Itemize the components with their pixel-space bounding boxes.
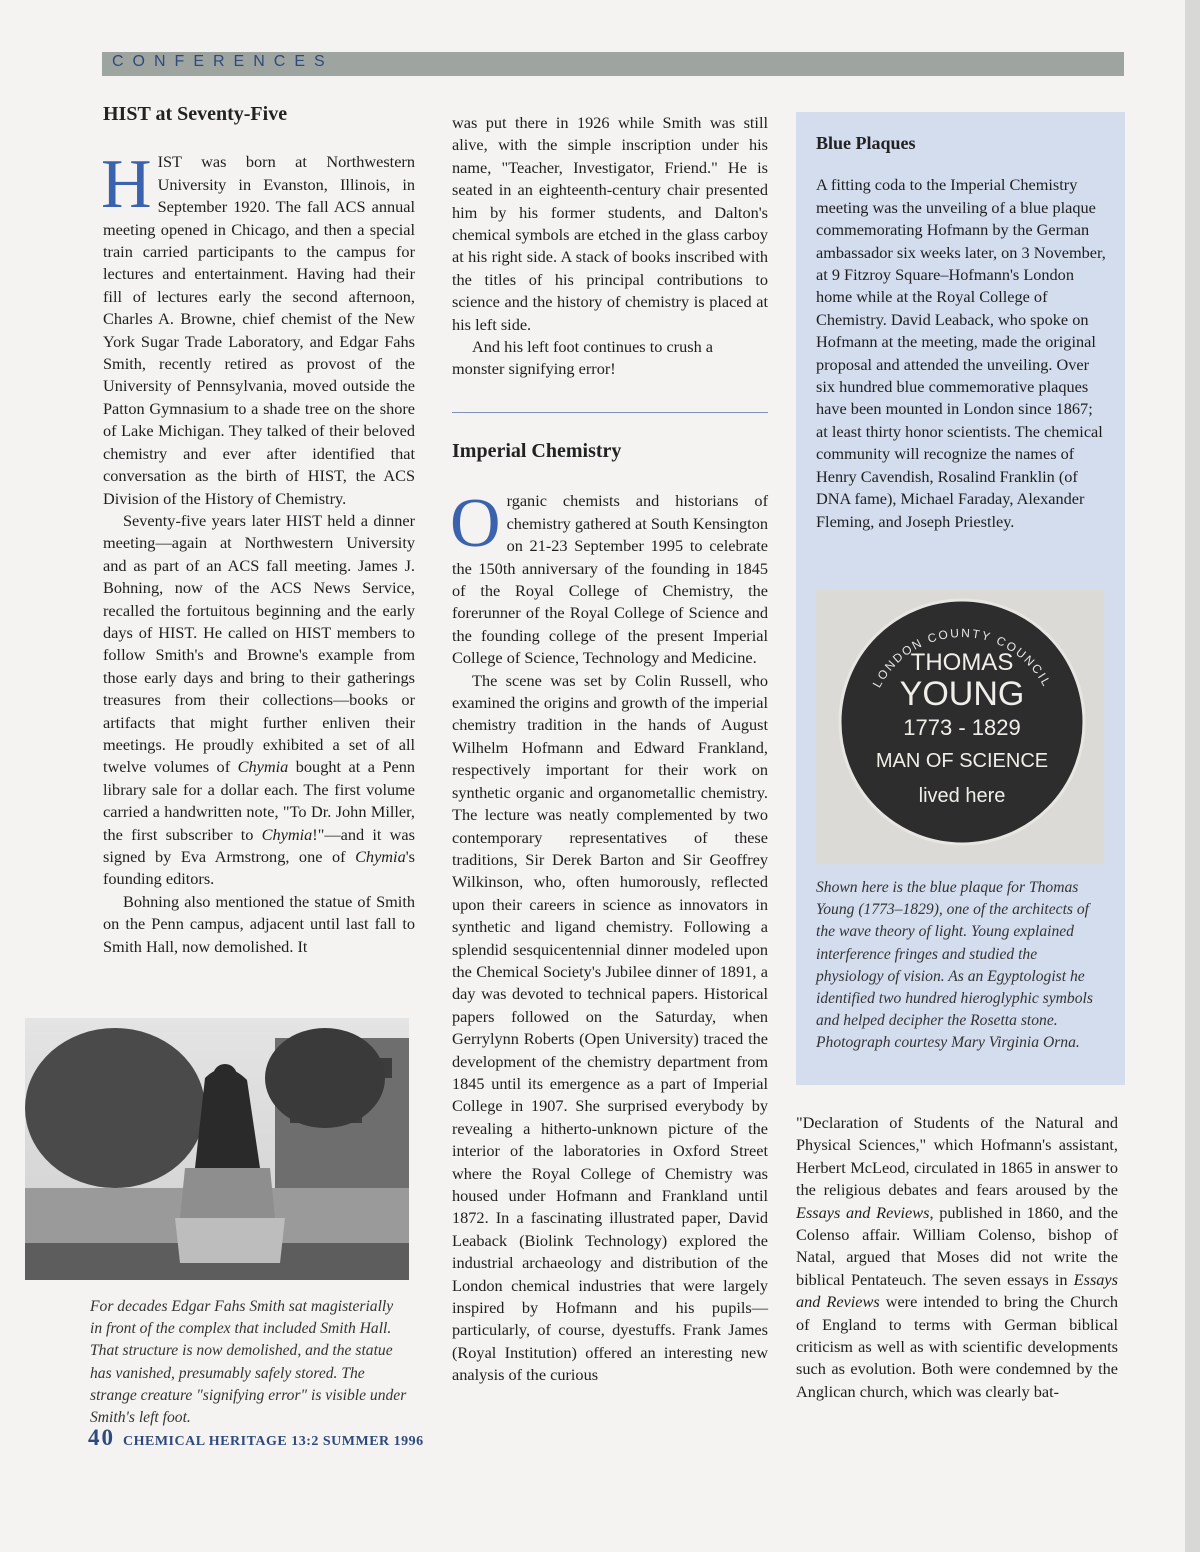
article1-title: HIST at Seventy-Five: [103, 103, 288, 125]
plaque-line-4: MAN OF SCIENCE: [875, 750, 1049, 772]
article2-continuation: "Declaration of Students of the Natural and Physical Sciences," which Hofmann's assistant, Herbert McLeod, circulated in 1865 in answer to the religious debates and fears aroused by the Essays and Reviews, published in 1860, and the Colenso affair. William Colenso, bishop of Natal, argued that Moses did not write the biblical Pentateuch. The seven essays in Essays and Reviews were intended to bring the Church of England to terms with German biblical criticism as well as with scientific developments such as evolution. Both were condemned by the Anglican church, which was clearly bat-: [796, 1113, 1119, 1401]
plaque-photo-caption: Shown here is the blue plaque for Thomas Young (1773–1829), one of the architects of the wave theory of light. Young explained interference fringes and studied the physiology of vision. As an Egyptologist he identified two hundred hieroglyphic symbols and helped decipher the Rosetta stone. Photograph courtesy Mary Virginia Orna.: [816, 879, 1093, 1052]
dropcap-o: O: [450, 485, 501, 563]
article1-continuation: was put there in 1926 while Smith was still alive, with the simple inscription under his name, "Teacher, Investigator, Friend." He is seated in an eighteenth-century chair presented him by his former students, and Dalton's chemical symbols are etched in the glass carboy at his right side. A stack of books inscribed with the titles of his principal contributions to science and the history of chemistry is placed at his left side.: [452, 113, 768, 334]
sidebar-title: Blue Plaques: [816, 133, 916, 153]
statue-photo: [25, 1018, 409, 1280]
section-label: CONFERENCES: [112, 53, 334, 70]
article2-paragraph-2: The scene was set by Colin Russell, who examined the origins and growth of the imperial chemistry tradition in the hands of August Wilhelm Hofmann and Edward Frankland, respectively important for their work on synthetic organic and organometallic chemistry. The lecture was neatly complemented by two contemporary representatives of these traditions, Sir Derek Barton and Sir Geoffrey Wilkinson, who, often humorously, reflected upon their careers in science as innovators in synthetic and ligand chemistry. Following a splendid sesquicentennial dinner modeled upon the Chemical Society's Jubilee dinner of 1891, a day was devoted to technical papers. Historical papers followed on the Saturday, when Gerrylynn Roberts (Open University) traced the development of the chemistry department from 1845 until its emergence as a part of Imperial College in 1907. She surprised everybody by revealing a hitherto-unknown picture of the interior of the laboratories in Oxford Street where the Royal College of Chemistry was housed under Hofmann and Frankland until 1872. In a fascinating illustrated paper, David Leaback (Biolink Technology) explored the industrial archaeology and distribution of the London chemical industries that were largely inspired by Hofmann and his pupils—particularly, of course, dyestuffs. Frank James (Royal Institution) offered an interesting new analysis of the curious: [452, 670, 768, 1385]
plaque-line-5: lived here: [918, 785, 1006, 807]
article1-paragraph-3: Bohning also mentioned the statue of Smith on the Penn campus, adjacent until last fall to Smith Hall, now demolished. It: [103, 891, 415, 956]
dropcap-h: H: [101, 146, 152, 224]
page-number: 40: [88, 1425, 115, 1450]
page-footer: [88, 1425, 424, 1451]
blue-plaque-photo: [816, 590, 1104, 864]
plaque-line-2: YOUNG: [899, 675, 1025, 713]
sidebar-body: A fitting coda to the Imperial Chemistry meeting was the unveiling of a blue plaque commemorating Hofmann by the German ambassador six weeks later, on 3 November, at 9 Fitzroy Square–Hofmann's London home while at the Royal College of Chemistry. David Leaback, who spoke on Hofmann at the meeting, made the original proposal and attended the unveiling. Over six hundred blue commemorative plaques have been mounted in London since 1867; at least thirty honor scientists. The chemical community will recognize the names of Henry Cavendish, Rosalind Franklin (of DNA fame), Michael Faraday, Alexander Fleming, and Joseph Priestley.: [816, 175, 1106, 531]
magazine-issue: CHEMICAL HERITAGE 13:2 SUMMER 1996: [123, 1434, 424, 1449]
plaque-line-3: 1773 - 1829: [903, 715, 1021, 740]
article-divider: [452, 412, 768, 413]
article1-paragraph-2: Seventy-five years later HIST held a dinner meeting—again at Northwestern University and as part of an ACS fall meeting. James J. Bohning, now of the ACS News Service, recalled the fortuitous beginning and the early days of HIST. He called on HIST members to follow Smith's and Browne's example from those early days and bring to their gatherings treasures from their collections—books or artifacts that might further enliven their meetings. He proudly exhibited a set of all twelve volumes of Chymia bought at a Penn library sale for a dollar each. The first volume carried a handwritten note, "To Dr. John Miller, the first subscriber to Chymia!"—and it was signed by Eva Armstrong, one of Chymia's founding editors.: [103, 510, 416, 889]
article2-continuation-column: [796, 1112, 1118, 1403]
sidebar-text: [816, 132, 1108, 533]
article1-continuation-column: [452, 112, 768, 381]
plaque-arc-text: LONDON COUNTY COUNCIL: [869, 625, 1055, 690]
article2-column: [452, 440, 768, 1387]
article2-paragraph-1: Organic chemists and historians of chemistry gathered at South Kensington on 21-23 September 1995 to celebrate the 150th anniversary of the founding in 1845 of the Royal College of Chemistry, the forerunner of the Royal College of Science and the founding college of the present Imperial College of Science, Technology and Medicine.: [450, 485, 768, 668]
article1-paragraph-4: And his left foot continues to crush a monster signifying error!: [452, 337, 714, 379]
page-edge: [1185, 0, 1200, 1552]
article1-column: [103, 103, 415, 958]
article2-title: Imperial Chemistry: [452, 440, 622, 462]
plaque-line-1: THOMAS: [910, 649, 1014, 676]
article1-paragraph-1: HIST was born at Northwestern University in Evanston, Illinois, in September 1920. The fall ACS annual meeting opened in Chicago, and then a special train carried participants to the campus for lectures and entertainment. Having had their fill of lectures early the second afternoon, Charles A. Browne, chief chemist of the New York Sugar Trade Laboratory, and Edgar Fahs Smith, recently retired as provost of the University of Pennsylvania, moved outside the Patton Gymnasium to a shade tree on the shore of Lake Michigan. They talked of their beloved chemistry and ever after identified that conversation as the birth of HIST, the ACS Division of the History of Chemistry.: [101, 146, 415, 508]
statue-photo-caption: For decades Edgar Fahs Smith sat magisterially in front of the complex that included Smith Hall. That structure is now demolished, and the statue has vanished, presumably safely stored. The strange creature "signifying error" is visible under Smith's left foot.: [90, 1298, 407, 1427]
